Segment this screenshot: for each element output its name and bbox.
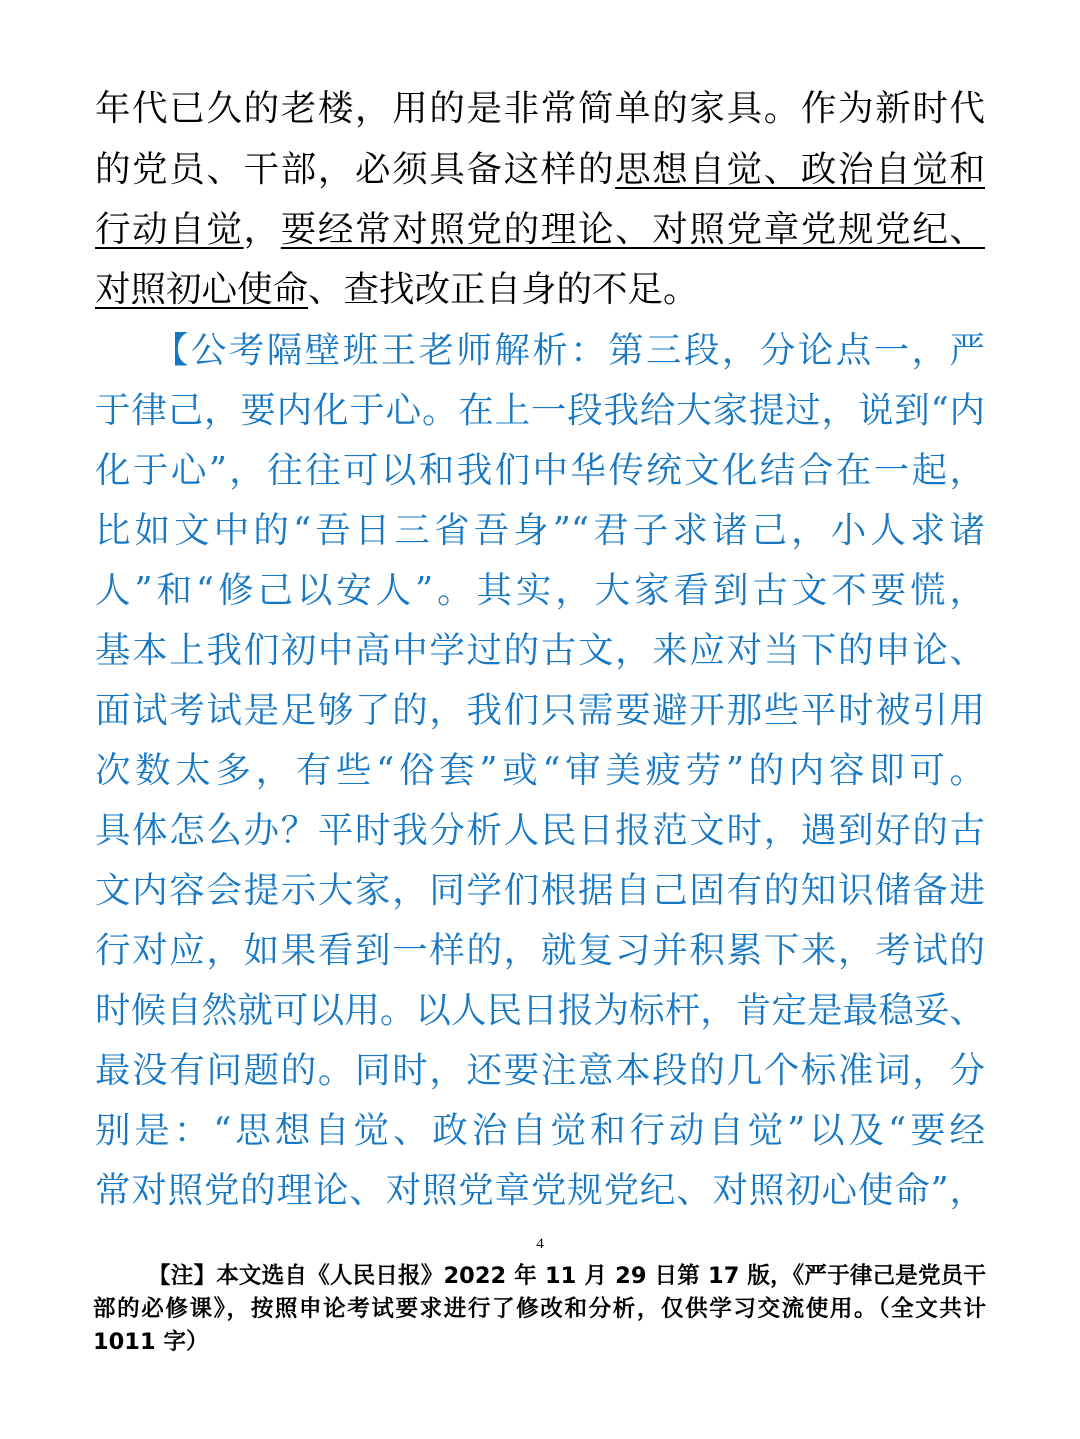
analysis-line-3: 化于心”，往往可以和我们中华传统文化结合在一起，: [95, 450, 985, 491]
analysis-line-11: 行对应，如果看到一样的，就复习并积累下来，考试的: [95, 930, 985, 971]
analysis-line-9: 具体怎么办？平时我分析人民日报范文时，遇到好的古: [95, 810, 985, 851]
underlined-phrase: 行动自觉: [95, 209, 244, 250]
analysis-line-14: 别是：“思想自觉、政治自觉和行动自觉”以及“要经: [95, 1110, 985, 1151]
analysis-line-13: 最没有问题的。同时，还要注意本段的几个标准词，分: [95, 1050, 985, 1091]
analysis-line-8: 次数太多，有些“俗套”或“审美疲劳”的内容即可。: [95, 750, 985, 791]
body-line-1: [95, 80, 985, 138]
body-line-1-text: 年代已久的老楼，用的是非常简单的家具。作为新时代: [95, 88, 985, 129]
body-line-3: [95, 201, 985, 259]
analysis-line-7: 面试考试是足够了的，我们只需要避开那些平时被引用: [95, 690, 985, 731]
analysis-line-10: 文内容会提示大家，同学们根据自己固有的知识储备进: [95, 870, 985, 911]
footnote-line-1: 【注】本文选自《人民日报》2022 年 11 月 29 日第 17 版，《严于律己是党员干: [148, 1263, 986, 1289]
footnote-line-2: 部的必修课》，按照申论考试要求进行了修改和分析，仅供学习交流使用。（全文共计: [93, 1296, 986, 1322]
page-number: 4: [536, 1236, 544, 1252]
body-line-4: [95, 261, 985, 319]
footnote-line-3: 1011 字）: [93, 1329, 209, 1355]
analysis-line-4: 比如文中的“吾日三省吾身”“君子求诸己，小人求诸: [95, 510, 985, 551]
analysis-line-2: 于律己，要内化于心。在上一段我给大家提过，说到“内: [95, 390, 985, 431]
underlined-phrase: 思想自觉、政治自觉和: [615, 149, 985, 190]
analysis-line-5: 人”和“修己以安人”。其实，大家看到古文不要慌，: [95, 570, 985, 611]
analysis-line-6: 基本上我们初中高中学过的古文，来应对当下的申论、: [95, 630, 985, 671]
analysis-line-1: 【公考隔壁班王老师解析：第三段，分论点一，严: [153, 330, 985, 371]
underlined-phrase: 对照初心使命: [95, 269, 309, 310]
body-line-2: [95, 141, 985, 199]
analysis-line-15: 常对照党的理论、对照党章党规党纪、对照初心使命”，: [95, 1170, 985, 1211]
underlined-phrase: 要经常对照党的理论、对照党章党规党纪、: [280, 209, 985, 250]
body-line-2-text: 的党员、干部，必须具备这样的: [95, 149, 616, 190]
body-line-4-text: 、查找改正自身的不足。: [308, 269, 699, 310]
body-line-3-text: ，: [243, 209, 281, 250]
analysis-line-12: 时候自然就可以用。以人民日报为标杆，肯定是最稳妥、: [95, 990, 985, 1031]
